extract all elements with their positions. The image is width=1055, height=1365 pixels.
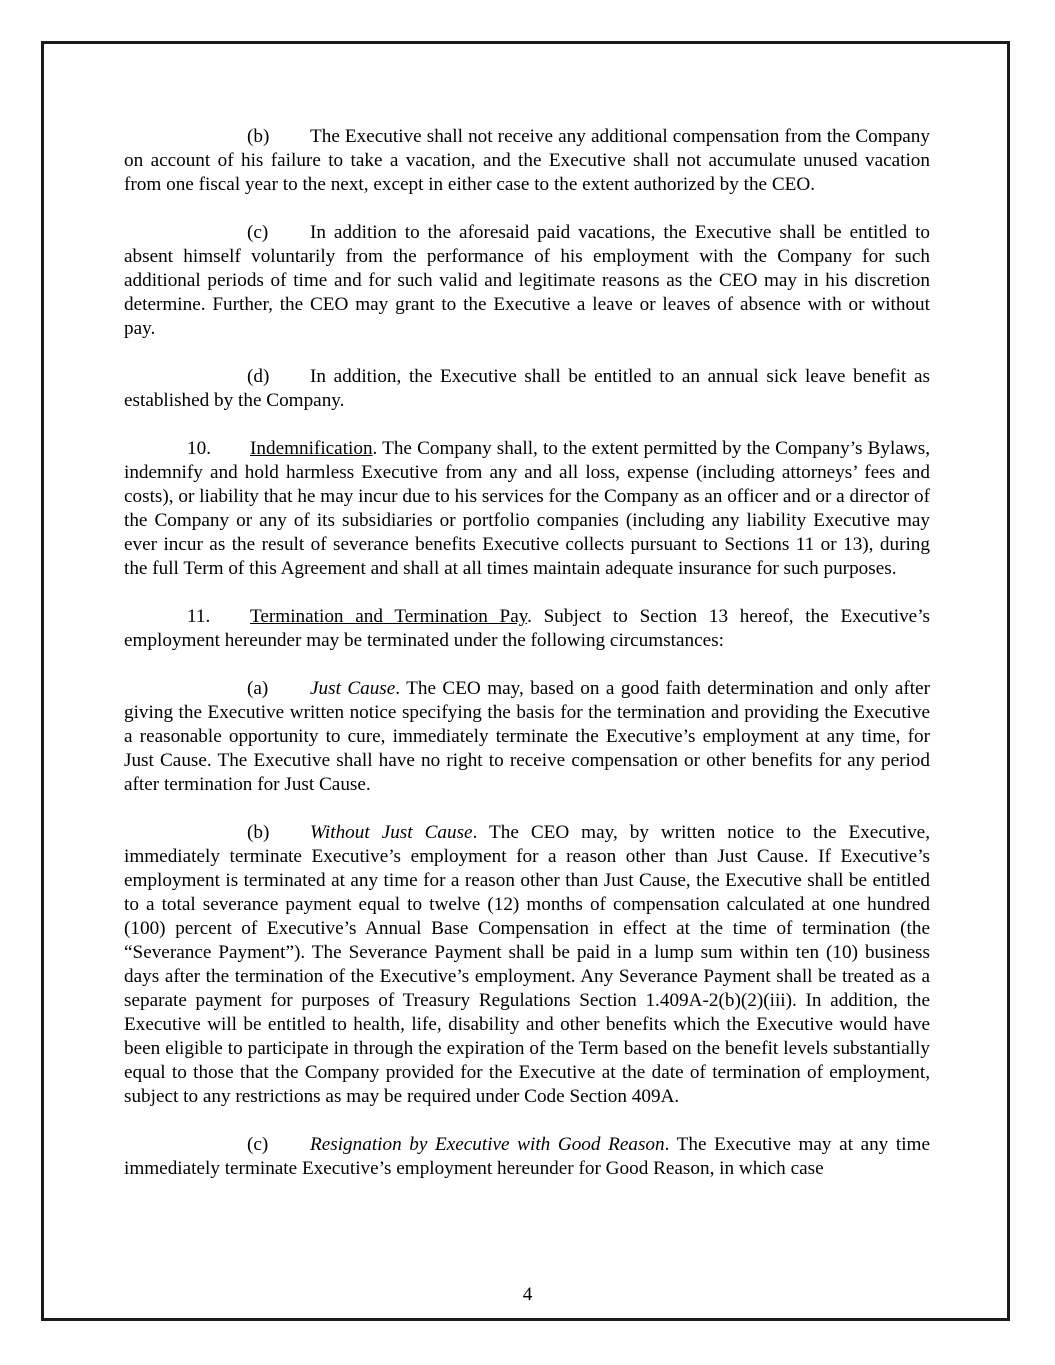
paragraph-text: In addition to the aforesaid paid vacations, the Executive shall be entitled to absent himself voluntarily from the performance of his employment with the Company for such additional periods of time and for such valid and legitimate reasons as the CEO may in his discretion determine. Further, the CEO may grant to the Executive a leave or leaves of absence with or without pay. [124, 222, 930, 339]
paragraph-heading: Resignation by Executive with Good Reason [310, 1134, 665, 1155]
paragraph-marker: (d) [247, 366, 270, 387]
section-heading: Termination and Termination Pay [250, 606, 528, 627]
paragraph-marker: (b) [247, 126, 270, 147]
section-11-termination [124, 605, 930, 653]
paragraph-marker: (c) [247, 222, 269, 243]
paragraph-marker: (c) [247, 1134, 269, 1155]
section-text: . The Company shall, to the extent permitted by the Company’s Bylaws, indemnify and hold harmless Executive from any and all loss, expense (including attorneys’ fees and costs), or liability that he may incur due to his services for the Company as an officer and or a director of the Company or any of its subsidiaries or portfolio companies (including any liability Executive may ever incur as the result of severance benefits Executive collects pursuant to Sections 11 or 13), during the full Term of this Agreement and shall at all times maintain adequate insurance for such purposes. [124, 438, 930, 579]
paragraph-without-just-cause [124, 821, 930, 1109]
paragraph-vacation-compensation [124, 125, 930, 197]
paragraph-additional-leave [124, 221, 930, 341]
paragraph-marker: (a) [247, 678, 269, 699]
paragraph-text: . The CEO may, by written notice to the Executive, immediately terminate Executive’s employment for a reason other than Just Cause. If Executive’s employment is terminated at any time for a reason other than Just Cause, the Executive shall be entitled to a total severance payment equal to twelve (12) months of compensation calculated at one hundred (100) percent of Executive’s Annual Base Compensation in effect at the time of termination (the “Severance Payment”). The Severance Payment shall be paid in a lump sum within ten (10) business days after the termination of the Executive’s employment. Any Severance Payment shall be treated as a separate payment for purposes of Treasury Regulations Section 1.409A-2(b)(2)(iii). In addition, the Executive will be entitled to health, life, disability and other benefits which the Executive would have been eligible to participate in through the expiration of the Term based on the benefit levels substantially equal to those that the Company provided for the Executive at the date of termination of employment, subject to any restrictions as may be required under Code Section 409A. [124, 822, 930, 1107]
document-body [124, 125, 930, 1205]
section-10-indemnification [124, 437, 930, 581]
paragraph-sick-leave [124, 365, 930, 413]
section-heading: Indemnification [250, 438, 373, 459]
section-number: 10. [187, 438, 211, 459]
paragraph-text: . The Executive may at any time immediately terminate Executive’s employment hereunder for Good Reason, in which case [124, 1134, 930, 1179]
paragraph-heading: Just Cause [310, 678, 396, 699]
paragraph-text: . The CEO may, based on a good faith determination and only after giving the Executive written notice specifying the basis for the termination and providing the Executive a reasonable opportunity to cure, immediately terminate the Executive’s employment at any time, for Just Cause. The Executive shall have no right to receive compensation or other benefits for any period after termination for Just Cause. [124, 678, 930, 795]
paragraph-marker: (b) [247, 822, 270, 843]
paragraph-heading: Without Just Cause [310, 822, 473, 843]
section-number: 11. [187, 606, 211, 627]
paragraph-text: In addition, the Executive shall be entitled to an annual sick leave benefit as established by the Company. [124, 366, 930, 411]
page-number: 4 [522, 1284, 533, 1305]
section-text: . Subject to Section 13 hereof, the Executive’s employment hereunder may be terminated under the following circumstances: [124, 606, 930, 651]
paragraph-good-reason [124, 1133, 930, 1181]
paragraph-text: The Executive shall not receive any additional compensation from the Company on account of his failure to take a vacation, and the Executive shall not accumulate unused vacation from one fiscal year to the next, except in either case to the extent authorized by the CEO. [124, 126, 930, 195]
paragraph-just-cause [124, 677, 930, 797]
